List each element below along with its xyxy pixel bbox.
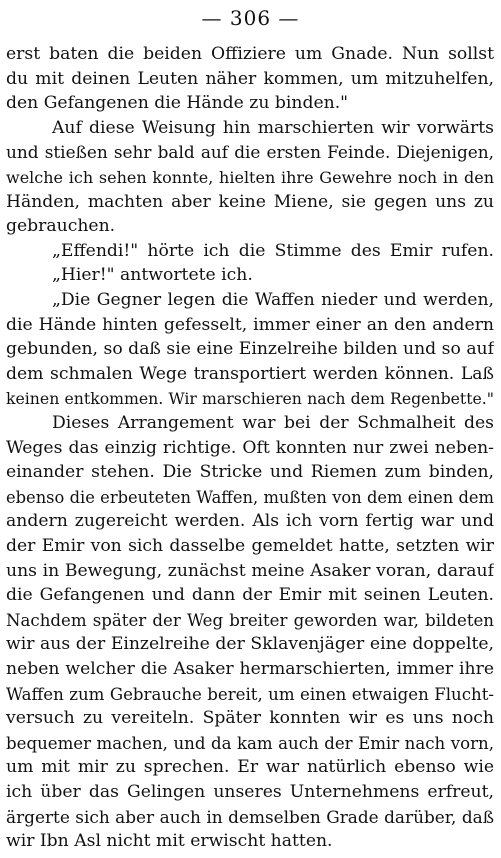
text-line: Händen, machten aber keine Miene, sie gegen uns zu [6, 191, 494, 212]
text-line: neben welcher die Asaker hermarschierten, immer ihre [6, 659, 494, 679]
text-line: und stießen sehr bald auf die ersten Feinde. Diejenigen, [6, 142, 494, 163]
text-line: der Emir von sich dasselbe gemeldet hatte, setzten wir [6, 536, 494, 556]
text-line: andern zugereicht werden. Als ich vorn fertig war und [6, 511, 494, 532]
text-line: gebrauchen. [6, 216, 116, 237]
text-line: Nachdem später der Weg breiter geworden war, bildeten [6, 610, 494, 630]
text-line: Dieses Arrangement war bei der Schmalheit des [52, 413, 494, 433]
text-line: versuch zu vereiteln. Später konnten wir es uns noch [6, 708, 494, 729]
text-line: ärgerte sich aber auch in demselben Grade darüber, daß [6, 806, 494, 827]
text-line: bequemer machen, und da kam auch der Emir nach vorn, [6, 733, 494, 753]
text-line: ich über das Gelingen unseres Unternehmens erfreut, [6, 782, 494, 802]
text-line: Auf diese Weisung hin marschierten wir vorwärts [52, 117, 494, 138]
text-line: einander stehen. Die Stricke und Riemen zum binden, [6, 462, 494, 483]
text-line: welche ich sehen konnte, hielten ihre Gewehre noch in den [6, 168, 494, 187]
page-number: — 306 — [201, 6, 300, 30]
text-line: gebunden, so daß sie eine Einzelreihe bilden und so auf [6, 339, 494, 360]
text-line: um mit mir zu sprechen. Er war natürlich ebenso wie [6, 757, 494, 778]
text-line: erst baten die beiden Offiziere um Gnade. Nun sollst [6, 44, 494, 64]
text-line: den Gefangenen die Hände zu binden." [6, 93, 349, 114]
text-line: „Die Gegner legen die Waffen nieder und werden, [52, 290, 494, 310]
text-line: du mit deinen Leuten näher kommen, um mitzuhelfen, [6, 68, 494, 89]
text-line: ebenso die erbeuteten Waffen, mußten von dem einen dem [6, 487, 494, 507]
text-line: Waffen zum Gebrauche bereit, um einen etwaigen Flucht- [6, 684, 494, 704]
text-line: dem schmalen Wege transportiert werden können. Laß [6, 363, 494, 384]
text-line: die Gefangenen und dann der Emir mit seinen Leuten. [6, 585, 494, 606]
text-line: „Hier!" antwortete ich. [52, 265, 253, 286]
text-line: keinen entkommen. Wir marschieren nach dem Regenbette." [6, 389, 494, 409]
text-line: wir Ibn Asl nicht mit erwischt hatten. [6, 831, 333, 852]
text-line: die Hände hinten gefesselt, immer einer an den andern [6, 314, 494, 335]
text-line: uns in Bewegung, zunächst meine Asaker voran, darauf [6, 560, 494, 581]
text-line: „Effendi!" hörte ich die Stimme des Emir rufen. [52, 240, 494, 261]
text-line: wir aus der Einzelreihe der Sklavenjäger eine doppelte, [6, 634, 494, 655]
text-line: Weges das einzig richtige. Oft konnten nur zwei neben- [6, 437, 494, 458]
